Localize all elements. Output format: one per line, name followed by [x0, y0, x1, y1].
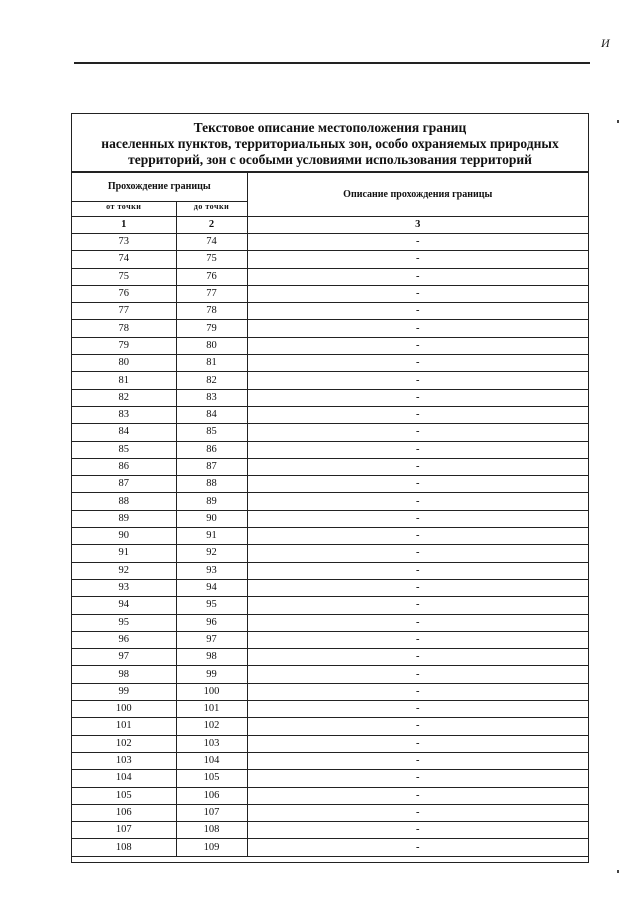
table-row — [72, 666, 588, 683]
from-point-cell: 106 — [72, 804, 176, 821]
to-point-cell: 100 — [176, 683, 247, 700]
description-cell: - — [247, 389, 588, 406]
description-cell: - — [247, 683, 588, 700]
header-rule — [74, 62, 590, 64]
table-row — [72, 285, 588, 302]
to-point-cell: 91 — [176, 528, 247, 545]
to-point-cell: 95 — [176, 597, 247, 614]
to-point-cell: 87 — [176, 458, 247, 475]
header-row-group — [72, 173, 588, 202]
table-row — [72, 649, 588, 666]
from-point-header: от точки — [72, 202, 176, 217]
table-body — [72, 234, 588, 857]
from-point-cell: 85 — [72, 441, 176, 458]
from-point-cell: 83 — [72, 406, 176, 423]
from-point-cell: 97 — [72, 649, 176, 666]
description-cell: - — [247, 735, 588, 752]
table-row — [72, 804, 588, 821]
to-point-cell: 101 — [176, 701, 247, 718]
description-cell: - — [247, 614, 588, 631]
table-row — [72, 424, 588, 441]
table-row — [72, 822, 588, 839]
description-cell: - — [247, 701, 588, 718]
from-point-cell: 79 — [72, 337, 176, 354]
description-cell: - — [247, 579, 588, 596]
description-cell: - — [247, 597, 588, 614]
from-point-cell: 98 — [72, 666, 176, 683]
table-row — [72, 355, 588, 372]
table-row — [72, 441, 588, 458]
from-point-cell: 96 — [72, 631, 176, 648]
description-cell: - — [247, 839, 588, 856]
table-row — [72, 597, 588, 614]
scan-mark — [617, 870, 619, 873]
to-point-cell: 77 — [176, 285, 247, 302]
description-cell: - — [247, 458, 588, 475]
from-point-cell: 93 — [72, 579, 176, 596]
table-row — [72, 752, 588, 769]
to-point-cell: 86 — [176, 441, 247, 458]
table-row — [72, 787, 588, 804]
to-point-cell: 93 — [176, 562, 247, 579]
to-point-cell: 109 — [176, 839, 247, 856]
from-point-cell: 89 — [72, 510, 176, 527]
description-cell: - — [247, 822, 588, 839]
table-row — [72, 735, 588, 752]
description-cell: - — [247, 752, 588, 769]
from-point-cell: 105 — [72, 787, 176, 804]
description-cell: - — [247, 268, 588, 285]
description-cell: - — [247, 372, 588, 389]
table-row — [72, 510, 588, 527]
table-row — [72, 493, 588, 510]
description-cell: - — [247, 787, 588, 804]
to-point-cell: 94 — [176, 579, 247, 596]
from-point-cell: 84 — [72, 424, 176, 441]
description-cell: - — [247, 406, 588, 423]
to-point-cell: 81 — [176, 355, 247, 372]
to-point-cell: 98 — [176, 649, 247, 666]
to-point-cell: 78 — [176, 303, 247, 320]
header-row-numbers — [72, 217, 588, 234]
table-row — [72, 528, 588, 545]
table-row — [72, 268, 588, 285]
table-row — [72, 839, 588, 856]
description-cell: - — [247, 251, 588, 268]
description-cell: - — [247, 545, 588, 562]
to-point-cell: 82 — [176, 372, 247, 389]
title-line-1: Текстовое описание местоположения границ — [193, 120, 467, 135]
to-point-cell: 107 — [176, 804, 247, 821]
from-point-cell: 76 — [72, 285, 176, 302]
table-row — [72, 701, 588, 718]
title-line-2: населенных пунктов, территориальных зон, особо охраняемых природных — [101, 136, 559, 151]
description-cell: - — [247, 355, 588, 372]
column-number-2: 2 — [176, 217, 247, 234]
from-point-cell: 108 — [72, 839, 176, 856]
description-cell: - — [247, 493, 588, 510]
table-row — [72, 337, 588, 354]
to-point-cell: 88 — [176, 476, 247, 493]
from-point-cell: 103 — [72, 752, 176, 769]
description-cell: - — [247, 666, 588, 683]
description-cell: - — [247, 320, 588, 337]
to-point-header: до точки — [176, 202, 247, 217]
to-point-cell: 96 — [176, 614, 247, 631]
description-header: Описание прохождения границы — [247, 173, 588, 217]
to-point-cell: 102 — [176, 718, 247, 735]
from-point-cell: 86 — [72, 458, 176, 475]
boundary-passage-header: Прохождение границы — [72, 173, 247, 202]
from-point-cell: 87 — [72, 476, 176, 493]
table-row — [72, 234, 588, 251]
table-row — [72, 458, 588, 475]
from-point-cell: 82 — [72, 389, 176, 406]
from-point-cell: 88 — [72, 493, 176, 510]
from-point-cell: 77 — [72, 303, 176, 320]
to-point-cell: 104 — [176, 752, 247, 769]
table-row — [72, 562, 588, 579]
to-point-cell: 90 — [176, 510, 247, 527]
description-cell: - — [247, 631, 588, 648]
from-point-cell: 81 — [72, 372, 176, 389]
scan-mark — [617, 120, 619, 123]
to-point-cell: 97 — [176, 631, 247, 648]
description-cell: - — [247, 234, 588, 251]
to-point-cell: 108 — [176, 822, 247, 839]
table-row — [72, 718, 588, 735]
table-row — [72, 476, 588, 493]
from-point-cell: 92 — [72, 562, 176, 579]
description-cell: - — [247, 303, 588, 320]
column-number-3: 3 — [247, 217, 588, 234]
from-point-cell: 101 — [72, 718, 176, 735]
table-row — [72, 614, 588, 631]
table-row — [72, 320, 588, 337]
to-point-cell: 80 — [176, 337, 247, 354]
description-cell: - — [247, 337, 588, 354]
from-point-cell: 102 — [72, 735, 176, 752]
to-point-cell: 84 — [176, 406, 247, 423]
description-cell: - — [247, 510, 588, 527]
to-point-cell: 105 — [176, 770, 247, 787]
table-row — [72, 770, 588, 787]
to-point-cell: 79 — [176, 320, 247, 337]
to-point-cell: 85 — [176, 424, 247, 441]
from-point-cell: 90 — [72, 528, 176, 545]
from-point-cell: 75 — [72, 268, 176, 285]
table-row — [72, 631, 588, 648]
table-row — [72, 303, 588, 320]
to-point-cell: 106 — [176, 787, 247, 804]
table-row — [72, 389, 588, 406]
to-point-cell: 103 — [176, 735, 247, 752]
title-line-3: территорий, зон с особыми условиями использования территорий — [128, 152, 532, 167]
description-cell: - — [247, 441, 588, 458]
from-point-cell: 100 — [72, 701, 176, 718]
description-cell: - — [247, 562, 588, 579]
description-cell: - — [247, 424, 588, 441]
from-point-cell: 94 — [72, 597, 176, 614]
from-point-cell: 99 — [72, 683, 176, 700]
description-cell: - — [247, 528, 588, 545]
to-point-cell: 76 — [176, 268, 247, 285]
table-title — [72, 114, 588, 172]
page-mark: И — [601, 36, 610, 50]
boundary-table — [72, 172, 588, 857]
to-point-cell: 99 — [176, 666, 247, 683]
table-row — [72, 406, 588, 423]
description-cell: - — [247, 476, 588, 493]
table-row — [72, 545, 588, 562]
from-point-cell: 107 — [72, 822, 176, 839]
boundary-description-table-frame — [71, 113, 589, 863]
from-point-cell: 104 — [72, 770, 176, 787]
to-point-cell: 75 — [176, 251, 247, 268]
description-cell: - — [247, 804, 588, 821]
table-row — [72, 251, 588, 268]
table-row — [72, 372, 588, 389]
description-cell: - — [247, 649, 588, 666]
from-point-cell: 91 — [72, 545, 176, 562]
description-cell: - — [247, 718, 588, 735]
description-cell: - — [247, 285, 588, 302]
to-point-cell: 92 — [176, 545, 247, 562]
from-point-cell: 78 — [72, 320, 176, 337]
column-number-1: 1 — [72, 217, 176, 234]
to-point-cell: 83 — [176, 389, 247, 406]
to-point-cell: 74 — [176, 234, 247, 251]
table-row — [72, 683, 588, 700]
from-point-cell: 80 — [72, 355, 176, 372]
to-point-cell: 89 — [176, 493, 247, 510]
from-point-cell: 74 — [72, 251, 176, 268]
from-point-cell: 95 — [72, 614, 176, 631]
description-cell: - — [247, 770, 588, 787]
table-row — [72, 579, 588, 596]
from-point-cell: 73 — [72, 234, 176, 251]
